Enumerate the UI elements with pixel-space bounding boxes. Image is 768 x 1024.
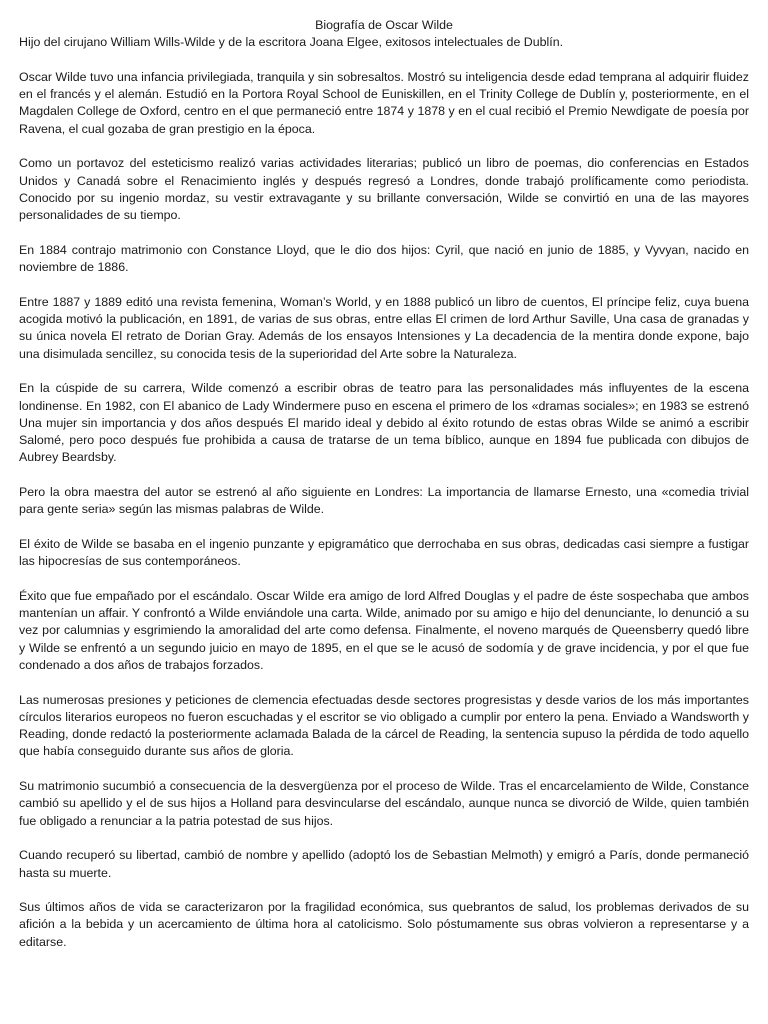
paragraph-marriage: En 1884 contrajo matrimonio con Constance Lloyd, que le dio dos hijos: Cyril, que nació en junio de 1885, y Vyvyan, nacido en noviembre de 1886. [19,242,749,275]
paragraph-last-years: Sus últimos años de vida se caracterizaron por la fragilidad económica, sus quebrantos de salud, los problemas derivados de su afición a la bebida y un acercamiento de última hora al catolicismo. Solo póstumamente sus obras volvieron a representarse y a editarse. [19,900,749,949]
paragraph-paris: Cuando recuperó su libertad, cambió de nombre y apellido (adoptó los de Sebastian Melmoth) y emigró a París, donde permaneció hasta su muerte. [19,848,749,880]
paragraph-aestheticism: Como un portavoz del esteticismo realizó varias actividades literarias; publicó un libro de poemas, dio conferencias en Estados Unidos y Canadá sobre el Renacimiento inglés y después regresó a Londres, donde trabajó prolíficamente como periodista. Conocido por su ingenio mordaz, su vestir extravagante y su brillante conversación, Wilde se convirtió en una de las mayores personalidades de su tiempo. [19,156,749,223]
document-title: Biografía de Oscar Wilde [315,18,453,32]
paragraph-masterpiece: Pero la obra maestra del autor se estrenó al año siguiente en Londres: La importancia de llamarse Ernesto, una «comedia trivial para gente seria» según las mismas palabras de Wilde. [19,485,749,517]
paragraph-wit: El éxito de Wilde se basaba en el ingenio punzante y epigramático que derrochaba en sus obras, dedicadas casi siempre a fustigar las hipocresías de sus contemporáneos. [19,536,749,569]
paragraph-theatre: En la cúspide de su carrera, Wilde comenzó a escribir obras de teatro para las personalidades más influyentes de la escena londinense. En 1982, con El abanico de Lady Windermere puso en escena el primero de los «dramas sociales»; en 1983 se estrenó Una mujer sin importancia y dos años después El marido ideal y debido al éxito rotundo de estas obras Wilde se animó a escribir Salomé, pero poco después fue prohibida a causa de tratarse de un tema bíblico, aunque en 1894 fue publicada con dibujos de Aubrey Beardsby. [19,381,749,465]
paragraph-marriage-end: Su matrimonio sucumbió a consecuencia de la desvergüenza por el proceso de Wilde. Tras el encarcelamiento de Wilde, Constance cambió su apellido y el de sus hijos a Holland para desvincularse del escándalo, aunque nunca se divorció de Wilde, quien también fue obligado a renunciar a la patria potestad de sus hijos. [19,779,749,828]
paragraph-childhood: Oscar Wilde tuvo una infancia privilegiada, tranquila y sin sobresaltos. Mostró su inteligencia desde edad temprana al adquirir fluidez en el francés y el alemán. Estudió en la Portora Royal School de Euniskillen, en el Trinity College de Dublín y, posteriormente, en el Magdalen College de Oxford, centro en el que permaneció entre 1874 y 1878 y en el cual recibió el Premio Newdigate de poesía por Ravena, el cual gozaba de gran prestigio en la época. [19,69,749,136]
paragraph-scandal: Éxito que fue empañado por el escándalo. Oscar Wilde era amigo de lord Alfred Douglas y el padre de éste sospechaba que ambos mantenían un affair. Y confrontó a Wilde enviándole una carta. Wilde, animado por su amigo e hijo del denunciante, lo denunció a su vez por calumnias y esgrimiendo la amoralidad del arte como defensa. Finalmente, el noveno marqués de Queensberry quedó libre y Wilde se enfrentó a un segundo juicio en mayo de 1895, en el que se le acusó de sodomía y de grave incidencia, y por el que fue condenado a dos años de trabajos forzados. [19,588,749,672]
paragraph-sentence: Las numerosas presiones y peticiones de clemencia efectuadas desde sectores progresistas y desde varios de los más importantes círculos literarios europeos no fueron escuchadas y el escritor se vio obligado a cumplir por entero la pena. Enviado a Wandsworth y Reading, donde redactó la posteriormente aclamada Balada de la cárcel de Reading, la sentencia supuso la pérdida de todo aquello que había conseguido durante sus años de gloria. [19,692,749,759]
intro-line: Hijo del cirujano William Wills-Wilde y de la escritora Joana Elgee, exitosos intelectuales de Dublín. [19,35,564,50]
paragraph-publications: Entre 1887 y 1889 editó una revista femenina, Woman’s World, y en 1888 publicó un libro de cuentos, El príncipe feliz, cuya buena acogida motivó la publicación, en 1891, de varias de sus obras, entre ellas El crimen de lord Arthur Saville, Una casa de granadas y su única novela El retrato de Dorian Gray. Además de los ensayos Intensiones y La decadencia de la mentira donde expone, bajo una disimulada sencillez, su conocida tesis de la superioridad del Arte sobre la Naturaleza. [19,294,749,361]
